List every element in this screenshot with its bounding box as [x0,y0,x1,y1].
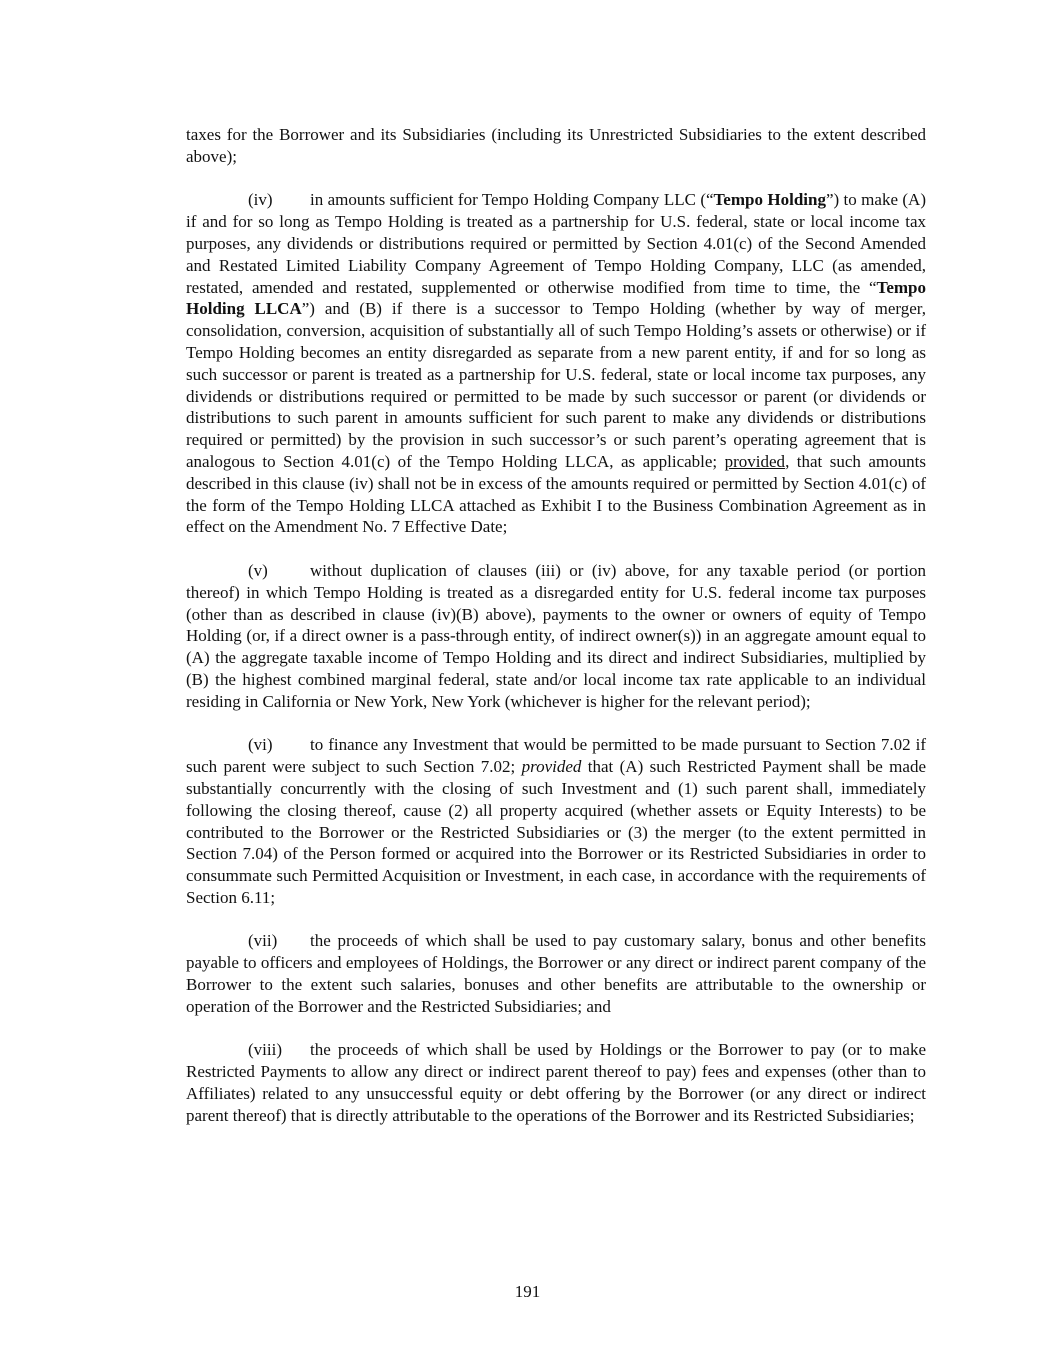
clause-text: to finance any Investment that would be permitted to be made pursuant to Section 7.02 if such parent were subject to such Section 7.02; [186,735,926,777]
document-page [186,124,926,1148]
underlined-term: provided [724,451,786,471]
clause-label: (vii) [248,931,278,951]
italic-term: provided [521,757,582,777]
clause-label: (v) [248,560,268,580]
clause-text: that (A) such Restricted Payment shall be made substantially concurrently with the closing of such Investment and (1) such parent shall, immediately following the closing thereof, cause (2) all property acquired (whether assets or Equity Interests) to be contributed to the Borrower or the Restricted Subsidiaries or (3) the merger (to the extent permitted in Section 7.04) of the Person formed or acquired into the Borrower or its Restricted Subsidiaries in order to consummate such Permitted Acquisition or Investment, in each case, in accordance with the requirements of Section 6.11; [186,757,926,907]
defined-term: Tempo Holding LLCA [186,277,926,319]
clause-label: (viii) [248,1040,282,1060]
clause-vi [186,734,926,908]
defined-term: Tempo Holding [713,190,826,210]
clause-vii [186,930,926,1017]
clause-text: , that such amounts described in this clause (iv) shall not be in excess of the amounts required or permitted by Section 4.01(c) of the form of the Tempo Holding LLCA attached as Exhibit I to the Business Combination Agreement as in effect on the Amendment No. 7 Effective Date; [186,451,926,537]
clause-text: ”) and (B) if there is a successor to Tempo Holding (whether by way of merger, consolidation, conversion, acquisition of substantially all of such Tempo Holding’s assets or otherwise) or if Tempo Holding becomes an entity disregarded as separate from a new parent entity, if and for so long as such successor or parent is treated as a partnership for U.S. federal, state or local income tax purposes, any dividends or distributions required or permitted to be made by such successor or parent (or dividends or distributions to such parent in amounts sufficient for such parent to make any dividends or distributions required or permitted) by the provision in such successor’s or such parent’s operating agreement that is analogous to Section 4.01(c) of the Tempo Holding LLCA, as applicable; [186,299,926,471]
clause-text: ”) to make (A) if and for so long as Tempo Holding is treated as a partnership for U.S. federal, state or local income tax purposes, any dividends or distributions required or permitted by Section 4.01(c) of the Second Amended and Restated Limited Liability Company Agreement of Tempo Holding Company, LLC (as amended, restated, amended and restated, supplemented or otherwise modified from time to time, the “ [186,190,926,297]
clause-text: the proceeds of which shall be used to pay customary salary, bonus and other benefits payable to officers and employees of Holdings, the Borrower or any direct or indirect parent company of the Borrower to the extent such salaries, bonuses and other benefits are attributable to the ownership or operation of the Borrower and the Restricted Subsidiaries; and [186,931,926,1016]
clause-label: (iv) [248,190,273,210]
clause-v [186,560,926,713]
clause-text: in amounts sufficient for Tempo Holding Company LLC (“ [310,190,714,210]
clause-viii [186,1039,926,1126]
clause-text: the proceeds of which shall be used by Holdings or the Borrower to pay (or to make Restricted Payments to allow any direct or indirect parent thereof to pay) fees and expenses (other than to Affiliates) related to any unsuccessful equity or debt offering by the Borrower (or any direct or indirect parent thereof) that is directly attributable to the operations of the Borrower and its Restricted Subsidiaries; [186,1040,926,1125]
paragraph-continuation [186,124,926,168]
page-number: 191 [514,1282,541,1301]
clause-label: (vi) [248,735,273,755]
clause-text: without duplication of clauses (iii) or (iv) above, for any taxable period (or portion thereof) in which Tempo Holding is treated as a disregarded entity for U.S. federal income tax purposes (other than as described in clause (iv)(B) above), payments to the owner or owners of equity of Tempo Holding (or, if a direct owner is a pass-through entity, of indirect owner(s)) in an aggregate amount equal to (A) the aggregate taxable income of Tempo Holding and its direct and indirect Subsidiaries, multiplied by (B) the highest combined marginal federal, state and/or local income tax rate applicable to an individual residing in California or New York, New York (whichever is higher for the relevant period); [186,560,926,711]
paragraph-text: taxes for the Borrower and its Subsidiaries (including its Unrestricted Subsidiaries to the extent described above); [186,125,926,166]
clause-iv [186,189,926,538]
